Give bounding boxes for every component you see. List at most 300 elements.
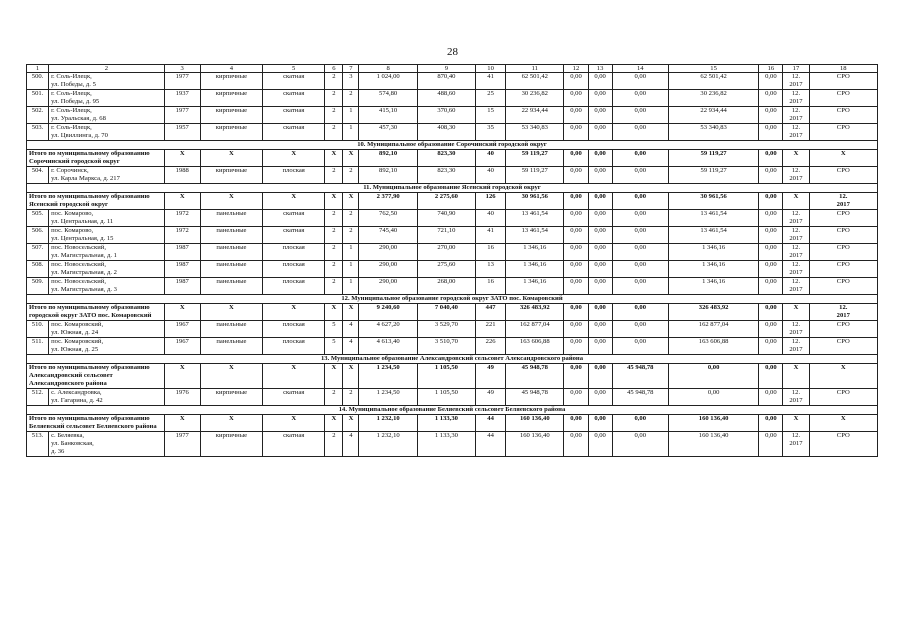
subtotal-cell: 0,00 xyxy=(612,150,668,167)
table-cell: 1977 xyxy=(164,432,200,457)
section-heading-row xyxy=(27,184,878,193)
subtotal-cell: 0,00 xyxy=(588,304,612,321)
table-cell: 12. 2017 xyxy=(783,167,809,184)
subtotal-cell: 0,00 xyxy=(668,364,758,389)
section-heading: 10. Муниципальное образование Сорочинский городской округ xyxy=(27,141,878,150)
table-cell: 53 340,83 xyxy=(668,124,758,141)
table-cell: 2 xyxy=(325,124,343,141)
table-cell: 4 xyxy=(343,432,359,457)
table-cell: 457,30 xyxy=(359,124,417,141)
table-cell: 3 529,70 xyxy=(417,321,475,338)
subtotal-label: Итого по муниципальному образованию Сорочинский городской округ xyxy=(27,150,165,167)
table-cell: 0,00 xyxy=(564,227,588,244)
column-number-cell: 3 xyxy=(164,65,200,73)
table-cell: 0,00 xyxy=(759,261,783,278)
table-cell: 2 xyxy=(343,167,359,184)
subtotal-cell: X xyxy=(783,364,809,389)
table-cell: 1977 xyxy=(164,73,200,90)
table-cell: СРО xyxy=(809,210,877,227)
table-row xyxy=(27,244,878,261)
subtotal-cell: 30 961,56 xyxy=(668,193,758,210)
table-cell: 1957 xyxy=(164,124,200,141)
table-cell: панельные xyxy=(200,227,262,244)
table-cell: 0,00 xyxy=(564,338,588,355)
table-cell: 1976 xyxy=(164,389,200,406)
table-row xyxy=(27,124,878,141)
table-cell: 12. 2017 xyxy=(783,278,809,295)
table-cell: 12. 2017 xyxy=(783,227,809,244)
table-cell: 823,30 xyxy=(417,167,475,184)
table-cell: г. Соль-Илецк, ул. Уральская, д. 68 xyxy=(49,107,165,124)
section-heading: 12. Муниципальное образование городской округ ЗАТО пос. Комаровский xyxy=(27,295,878,304)
table-cell: 40 xyxy=(476,167,506,184)
table-cell: 509. xyxy=(27,278,49,295)
subtotal-cell: X xyxy=(325,304,343,321)
table-cell: пос. Комаровский, ул. Южная, д. 25 xyxy=(49,338,165,355)
table-cell: 268,00 xyxy=(417,278,475,295)
table-cell: пос. Новосельский, ул. Магистральная, д. 3 xyxy=(49,278,165,295)
table-cell: 0,00 xyxy=(612,338,668,355)
subtotal-label: Итого по муниципальному образованию Александровский сельсовет Александровского района xyxy=(27,364,165,389)
table-cell: 226 xyxy=(476,338,506,355)
table-cell: 160 136,40 xyxy=(668,432,758,457)
column-number-cell: 18 xyxy=(809,65,877,73)
subtotal-cell: X xyxy=(164,415,200,432)
subtotal-cell: 1 232,10 xyxy=(359,415,417,432)
table-cell: 0,00 xyxy=(564,432,588,457)
table-cell: 2 xyxy=(343,210,359,227)
table-cell: скатная xyxy=(263,107,325,124)
table-cell: СРО xyxy=(809,90,877,107)
table-cell: 0,00 xyxy=(612,432,668,457)
table-cell: 163 606,88 xyxy=(668,338,758,355)
subtotal-cell: X xyxy=(325,364,343,389)
subtotal-cell: X xyxy=(325,193,343,210)
table-cell: 41 xyxy=(476,227,506,244)
table-cell: 508. xyxy=(27,261,49,278)
table-cell: 1 346,16 xyxy=(668,278,758,295)
subtotal-cell: 0,00 xyxy=(588,415,612,432)
table-cell: 16 xyxy=(476,278,506,295)
table-cell: пос. Комарово, ул. Центральная, д. 15 xyxy=(49,227,165,244)
table-cell: 1 346,16 xyxy=(668,261,758,278)
table-cell: 1 xyxy=(343,261,359,278)
table-cell: 22 934,44 xyxy=(668,107,758,124)
column-number-cell: 13 xyxy=(588,65,612,73)
table-cell: 0,00 xyxy=(612,227,668,244)
subtotal-cell: X xyxy=(343,415,359,432)
table-cell: 45 948,78 xyxy=(612,389,668,406)
subtotal-cell: 59 119,27 xyxy=(506,150,564,167)
table-cell: 0,00 xyxy=(759,321,783,338)
table-cell: 0,00 xyxy=(759,432,783,457)
table-cell: пос. Комаровский, ул. Южная, д. 24 xyxy=(49,321,165,338)
column-number-cell: 9 xyxy=(417,65,475,73)
table-cell: 12. 2017 xyxy=(783,338,809,355)
subtotal-cell: 0,00 xyxy=(564,304,588,321)
table-cell: 0,00 xyxy=(759,338,783,355)
subtotal-cell: X xyxy=(325,150,343,167)
table-cell: 2 xyxy=(343,227,359,244)
table-cell: плоская xyxy=(263,244,325,261)
table-cell: 12. 2017 xyxy=(783,107,809,124)
subtotal-label: Итого по муниципальному образованию Беляевский сельсовет Беляевского района xyxy=(27,415,165,432)
subtotal-cell: 30 961,56 xyxy=(506,193,564,210)
table-cell: 5 xyxy=(325,338,343,355)
table-cell: 12. 2017 xyxy=(783,73,809,90)
table-cell: скатная xyxy=(263,432,325,457)
table-cell: 0,00 xyxy=(588,389,612,406)
section-heading-row xyxy=(27,295,878,304)
table-cell: СРО xyxy=(809,73,877,90)
table-cell: 290,00 xyxy=(359,278,417,295)
subtotal-cell: 0,00 xyxy=(759,364,783,389)
subtotal-cell: X xyxy=(343,364,359,389)
subtotal-cell: X xyxy=(263,193,325,210)
table-cell: 0,00 xyxy=(564,261,588,278)
subtotal-cell: X xyxy=(200,193,262,210)
table-cell: 275,60 xyxy=(417,261,475,278)
subtotal-cell: 40 xyxy=(476,150,506,167)
table-cell: СРО xyxy=(809,227,877,244)
subtotal-cell: 9 240,60 xyxy=(359,304,417,321)
subtotal-cell: 0,00 xyxy=(564,150,588,167)
subtotal-cell: 0,00 xyxy=(588,150,612,167)
table-cell: 1 346,16 xyxy=(506,261,564,278)
subtotal-cell: 0,00 xyxy=(564,193,588,210)
table-cell: СРО xyxy=(809,278,877,295)
table-cell: 1987 xyxy=(164,278,200,295)
table-cell: 0,00 xyxy=(588,227,612,244)
table-cell: 270,00 xyxy=(417,244,475,261)
table-cell: 415,10 xyxy=(359,107,417,124)
subtotal-cell: X xyxy=(783,304,809,321)
table-cell: 62 501,42 xyxy=(506,73,564,90)
table-cell: 512. xyxy=(27,389,49,406)
column-number-cell: 8 xyxy=(359,65,417,73)
table-cell: 22 934,44 xyxy=(506,107,564,124)
table-cell: 0,00 xyxy=(759,90,783,107)
subtotal-cell: X xyxy=(343,193,359,210)
table-cell: СРО xyxy=(809,321,877,338)
table-cell: 1 133,30 xyxy=(417,432,475,457)
table-cell: плоская xyxy=(263,338,325,355)
table-cell: 15 xyxy=(476,107,506,124)
table-cell: 2 xyxy=(325,227,343,244)
table-cell: 12. 2017 xyxy=(783,124,809,141)
subtotal-cell: 126 xyxy=(476,193,506,210)
table-cell: 53 340,83 xyxy=(506,124,564,141)
subtotal-cell: 7 040,40 xyxy=(417,304,475,321)
table-cell: 2 xyxy=(343,90,359,107)
table-cell: пос. Новосельский, ул. Магистральная, д. 1 xyxy=(49,244,165,261)
subtotal-cell: 1 105,50 xyxy=(417,364,475,389)
table-cell: 162 877,04 xyxy=(668,321,758,338)
table-cell: 740,90 xyxy=(417,210,475,227)
subtotal-cell: X xyxy=(343,150,359,167)
table-cell: 30 236,82 xyxy=(506,90,564,107)
subtotal-cell: 0,00 xyxy=(759,304,783,321)
subtotal-cell: 2 377,90 xyxy=(359,193,417,210)
table-cell: панельные xyxy=(200,261,262,278)
table-cell: 0,00 xyxy=(759,244,783,261)
table-cell: 0,00 xyxy=(612,90,668,107)
subtotal-cell: X xyxy=(783,193,809,210)
housing-repair-table xyxy=(26,64,878,457)
subtotal-cell: X xyxy=(164,150,200,167)
column-number-cell: 12 xyxy=(564,65,588,73)
subtotal-cell: 44 xyxy=(476,415,506,432)
table-cell: 1 346,16 xyxy=(506,244,564,261)
table-cell: 2 xyxy=(325,107,343,124)
table-cell: 488,60 xyxy=(417,90,475,107)
column-number-cell: 14 xyxy=(612,65,668,73)
subtotal-cell: X xyxy=(200,150,262,167)
table-cell: 1 346,16 xyxy=(668,244,758,261)
subtotal-cell: 326 483,92 xyxy=(506,304,564,321)
table-cell: 0,00 xyxy=(612,210,668,227)
table-cell: 40 xyxy=(476,210,506,227)
table-cell: 502. xyxy=(27,107,49,124)
table-cell: г. Соль-Илецк, ул. Победы, д. 5 xyxy=(49,73,165,90)
table-cell: 0,00 xyxy=(612,244,668,261)
subtotal-cell: 0,00 xyxy=(759,150,783,167)
subtotal-cell: 0,00 xyxy=(588,364,612,389)
subtotal-cell: 59 119,27 xyxy=(668,150,758,167)
table-cell: 0,00 xyxy=(564,73,588,90)
subtotal-cell: 892,10 xyxy=(359,150,417,167)
table-cell: кирпичные xyxy=(200,107,262,124)
table-row xyxy=(27,321,878,338)
table-cell: 0,00 xyxy=(564,278,588,295)
table-cell: 13 461,54 xyxy=(506,227,564,244)
table-cell: 762,50 xyxy=(359,210,417,227)
subtotal-cell: X xyxy=(809,150,877,167)
page-number: 28 xyxy=(447,46,458,58)
table-cell: 49 xyxy=(476,389,506,406)
table-cell: 0,00 xyxy=(759,227,783,244)
column-number-cell: 11 xyxy=(506,65,564,73)
table-cell: СРО xyxy=(809,167,877,184)
table-cell: 0,00 xyxy=(564,124,588,141)
table-cell: 507. xyxy=(27,244,49,261)
table-cell: 4 627,20 xyxy=(359,321,417,338)
subtotal-cell: X xyxy=(164,193,200,210)
subtotal-cell: X xyxy=(200,364,262,389)
table-cell: 511. xyxy=(27,338,49,355)
subtotal-row xyxy=(27,193,878,210)
section-heading: 14. Муниципальное образование Беляевский сельсовет Беляевского района xyxy=(27,406,878,415)
table-cell: 160 136,40 xyxy=(506,432,564,457)
table-cell: 1 xyxy=(343,244,359,261)
table-cell: 513. xyxy=(27,432,49,457)
subtotal-cell: 160 136,40 xyxy=(668,415,758,432)
table-cell: г. Соль-Илецк, ул. Цвиллинга, д. 70 xyxy=(49,124,165,141)
table-cell: 504. xyxy=(27,167,49,184)
table-cell: 1987 xyxy=(164,261,200,278)
table-cell: СРО xyxy=(809,389,877,406)
subtotal-row xyxy=(27,304,878,321)
table-row xyxy=(27,227,878,244)
table-cell: 5 xyxy=(325,321,343,338)
subtotal-cell: X xyxy=(809,364,877,389)
subtotal-cell: 2 275,60 xyxy=(417,193,475,210)
table-cell: 1967 xyxy=(164,338,200,355)
subtotal-cell: 447 xyxy=(476,304,506,321)
table-cell: 30 236,82 xyxy=(668,90,758,107)
subtotal-cell: X xyxy=(809,415,877,432)
subtotal-cell: 49 xyxy=(476,364,506,389)
subtotal-cell: X xyxy=(164,304,200,321)
section-heading-row xyxy=(27,406,878,415)
table-cell: г. Соль-Илецк, ул. Победы, д. 95 xyxy=(49,90,165,107)
table-cell: 12. 2017 xyxy=(783,244,809,261)
table-cell: г. Сорочинск, ул. Карла Маркса, д. 217 xyxy=(49,167,165,184)
table-cell: 2 xyxy=(325,389,343,406)
table-cell: 505. xyxy=(27,210,49,227)
table-row xyxy=(27,167,878,184)
subtotal-cell: 45 948,78 xyxy=(506,364,564,389)
subtotal-cell: 823,30 xyxy=(417,150,475,167)
subtotal-cell: X xyxy=(263,364,325,389)
table-cell: 1 024,00 xyxy=(359,73,417,90)
table-cell: 1 234,50 xyxy=(359,389,417,406)
table-cell: 41 xyxy=(476,73,506,90)
table-cell: 574,80 xyxy=(359,90,417,107)
column-number-cell: 1 xyxy=(27,65,49,73)
subtotal-cell: 1 234,50 xyxy=(359,364,417,389)
table-cell: 0,00 xyxy=(588,167,612,184)
table-cell: 13 461,54 xyxy=(668,210,758,227)
table-row xyxy=(27,338,878,355)
table-cell: 0,00 xyxy=(588,278,612,295)
table-cell: 0,00 xyxy=(612,321,668,338)
table-cell: пос. Новосельский, ул. Магистральная, д. 2 xyxy=(49,261,165,278)
table-cell: панельные xyxy=(200,321,262,338)
table-cell: кирпичные xyxy=(200,90,262,107)
table-cell: 0,00 xyxy=(668,389,758,406)
subtotal-cell: X xyxy=(263,415,325,432)
table-cell: 13 xyxy=(476,261,506,278)
table-row xyxy=(27,261,878,278)
table-cell: СРО xyxy=(809,107,877,124)
table-cell: 1972 xyxy=(164,210,200,227)
subtotal-row xyxy=(27,364,878,389)
table-cell: 290,00 xyxy=(359,244,417,261)
table-cell: 16 xyxy=(476,244,506,261)
table-cell: 892,10 xyxy=(359,167,417,184)
column-number-cell: 17 xyxy=(783,65,809,73)
table-cell: 501. xyxy=(27,90,49,107)
table-cell: кирпичные xyxy=(200,124,262,141)
table-cell: 0,00 xyxy=(588,90,612,107)
table-cell: 12. 2017 xyxy=(783,210,809,227)
table-cell: плоская xyxy=(263,278,325,295)
table-cell: 45 948,78 xyxy=(506,389,564,406)
subtotal-cell: 12. 2017 xyxy=(809,304,877,321)
table-row xyxy=(27,210,878,227)
section-heading-row xyxy=(27,355,878,364)
table-cell: 3 510,70 xyxy=(417,338,475,355)
table-cell: 1988 xyxy=(164,167,200,184)
table-cell: СРО xyxy=(809,261,877,278)
subtotal-cell: 0,00 xyxy=(612,415,668,432)
table-cell: 0,00 xyxy=(564,90,588,107)
table-cell: 2 xyxy=(325,278,343,295)
subtotal-cell: X xyxy=(200,415,262,432)
table-cell: панельные xyxy=(200,338,262,355)
subtotal-cell: 0,00 xyxy=(759,193,783,210)
table-cell: 62 501,42 xyxy=(668,73,758,90)
table-cell: 44 xyxy=(476,432,506,457)
table-cell: скатная xyxy=(263,124,325,141)
table-cell: 0,00 xyxy=(612,124,668,141)
table-cell: 0,00 xyxy=(588,432,612,457)
subtotal-cell: 45 948,78 xyxy=(612,364,668,389)
table-cell: 0,00 xyxy=(564,321,588,338)
table-cell: 2 xyxy=(325,244,343,261)
table-cell: панельные xyxy=(200,244,262,261)
table-cell: 2 xyxy=(325,167,343,184)
column-number-cell: 10 xyxy=(476,65,506,73)
table-cell: 1937 xyxy=(164,90,200,107)
table-cell: 0,00 xyxy=(588,321,612,338)
table-cell: плоская xyxy=(263,321,325,338)
table-cell: 4 xyxy=(343,338,359,355)
table-cell: 1977 xyxy=(164,107,200,124)
table-cell: 500. xyxy=(27,73,49,90)
table-cell: кирпичные xyxy=(200,432,262,457)
table-row xyxy=(27,389,878,406)
table-cell: 12. 2017 xyxy=(783,432,809,457)
table-cell: 1 232,10 xyxy=(359,432,417,457)
table-cell: СРО xyxy=(809,124,877,141)
table-cell: 13 461,54 xyxy=(668,227,758,244)
table-cell: 13 461,54 xyxy=(506,210,564,227)
column-number-cell: 2 xyxy=(49,65,165,73)
subtotal-cell: X xyxy=(263,304,325,321)
table-cell: 510. xyxy=(27,321,49,338)
table-cell: 0,00 xyxy=(588,210,612,227)
table-cell: 0,00 xyxy=(759,124,783,141)
table-row xyxy=(27,107,878,124)
table-row xyxy=(27,432,878,457)
table-cell: 163 606,88 xyxy=(506,338,564,355)
table-cell: 0,00 xyxy=(759,73,783,90)
table-cell: 221 xyxy=(476,321,506,338)
column-number-cell: 6 xyxy=(325,65,343,73)
subtotal-label: Итого по муниципальному образованию Ясенский городской округ xyxy=(27,193,165,210)
table-cell: пос. Комарово, ул. Центральная, д. 11 xyxy=(49,210,165,227)
subtotal-cell: 0,00 xyxy=(612,304,668,321)
table-cell: кирпичные xyxy=(200,167,262,184)
table-cell: 12. 2017 xyxy=(783,261,809,278)
table-row xyxy=(27,278,878,295)
table-cell: 0,00 xyxy=(759,167,783,184)
table-cell: 35 xyxy=(476,124,506,141)
table-cell: 1972 xyxy=(164,227,200,244)
table-cell: 503. xyxy=(27,124,49,141)
subtotal-cell: X xyxy=(200,304,262,321)
table-cell: 870,40 xyxy=(417,73,475,90)
subtotal-cell: 0,00 xyxy=(564,364,588,389)
table-cell: 0,00 xyxy=(612,278,668,295)
subtotal-cell: 160 136,40 xyxy=(506,415,564,432)
table-cell: 4 613,40 xyxy=(359,338,417,355)
table-cell: 12. 2017 xyxy=(783,90,809,107)
table-cell: 0,00 xyxy=(588,124,612,141)
table-cell: 2 xyxy=(325,261,343,278)
